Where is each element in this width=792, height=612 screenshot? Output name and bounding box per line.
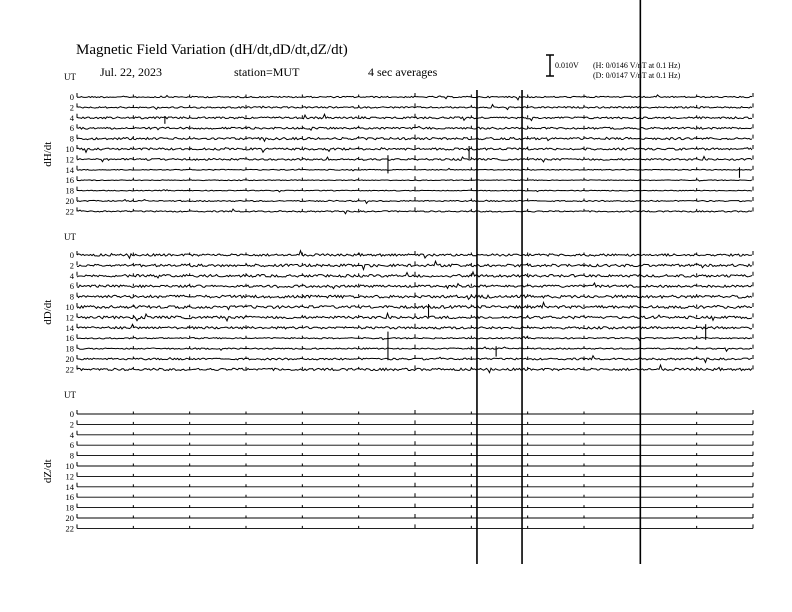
hour-tick-label: 14 — [65, 481, 74, 492]
panel-dD-dt — [42, 232, 753, 374]
hour-tick-label: 16 — [65, 333, 74, 344]
hour-tick-label: 8 — [69, 133, 74, 144]
hour-tick-label: 10 — [65, 302, 74, 312]
hour-tick-label: 8 — [69, 450, 74, 461]
scale-value: 0.010V — [555, 61, 579, 70]
scale-bar-icon — [546, 55, 554, 76]
hour-tick-label: 0 — [69, 250, 74, 260]
panel-ylabel: dD/dt — [42, 299, 54, 325]
date-label: Jul. 22, 2023 — [100, 65, 163, 79]
hour-tick-label: 6 — [69, 123, 74, 134]
hour-tick-label: 18 — [65, 502, 74, 513]
hour-tick-label: 16 — [65, 175, 74, 186]
hour-tick-label: 12 — [65, 471, 74, 482]
chart-title: Magnetic Field Variation (dH/dt,dD/dt,dZ/dt) — [76, 42, 348, 58]
station-label: station=MUT — [234, 65, 300, 79]
hour-tick-label: 12 — [65, 312, 74, 323]
hour-tick-label: 20 — [65, 354, 74, 364]
hour-tick-label: 20 — [65, 196, 74, 206]
scale-d-note: (D: 0/0147 V/nT at 0.1 Hz) — [593, 71, 681, 80]
hour-tick-label: 14 — [65, 164, 74, 175]
hour-tick-label: 0 — [69, 92, 74, 102]
hour-tick-label: 10 — [65, 461, 74, 471]
hour-tick-label: 22 — [65, 206, 74, 217]
hour-tick-label: 6 — [69, 440, 74, 451]
panel-dZ-dt — [42, 390, 753, 533]
hour-tick-label: 18 — [65, 343, 74, 354]
hour-tick-label: 10 — [65, 144, 74, 154]
hour-tick-label: 4 — [69, 112, 74, 123]
hour-tick-label: 0 — [69, 409, 74, 419]
hour-tick-label: 2 — [69, 419, 74, 430]
hour-tick-label: 2 — [69, 102, 74, 113]
hour-tick-label: 14 — [65, 322, 74, 333]
hour-tick-label: 16 — [65, 492, 74, 503]
hour-tick-label: 2 — [69, 260, 74, 271]
ut-axis-label: UT — [64, 232, 76, 242]
hour-tick-label: 22 — [65, 523, 74, 534]
panel-dH-dt — [42, 72, 753, 216]
hour-tick-label: 4 — [69, 429, 74, 440]
panel-ylabel: dH/dt — [42, 141, 54, 167]
hour-tick-label: 4 — [69, 270, 74, 281]
hour-tick-label: 22 — [65, 364, 74, 375]
hour-tick-label: 20 — [65, 513, 74, 523]
hour-tick-label: 6 — [69, 281, 74, 292]
panel-ylabel: dZ/dt — [42, 459, 54, 484]
scale-h-note: (H: 0/0146 V/nT at 0.1 Hz) — [593, 61, 681, 70]
ut-axis-label: UT — [64, 72, 76, 82]
hour-tick-label: 18 — [65, 185, 74, 196]
hour-tick-label: 8 — [69, 291, 74, 302]
hour-tick-label: 12 — [65, 154, 74, 165]
ut-axis-label: UT — [64, 390, 76, 400]
averaging-label: 4 sec averages — [368, 65, 438, 79]
